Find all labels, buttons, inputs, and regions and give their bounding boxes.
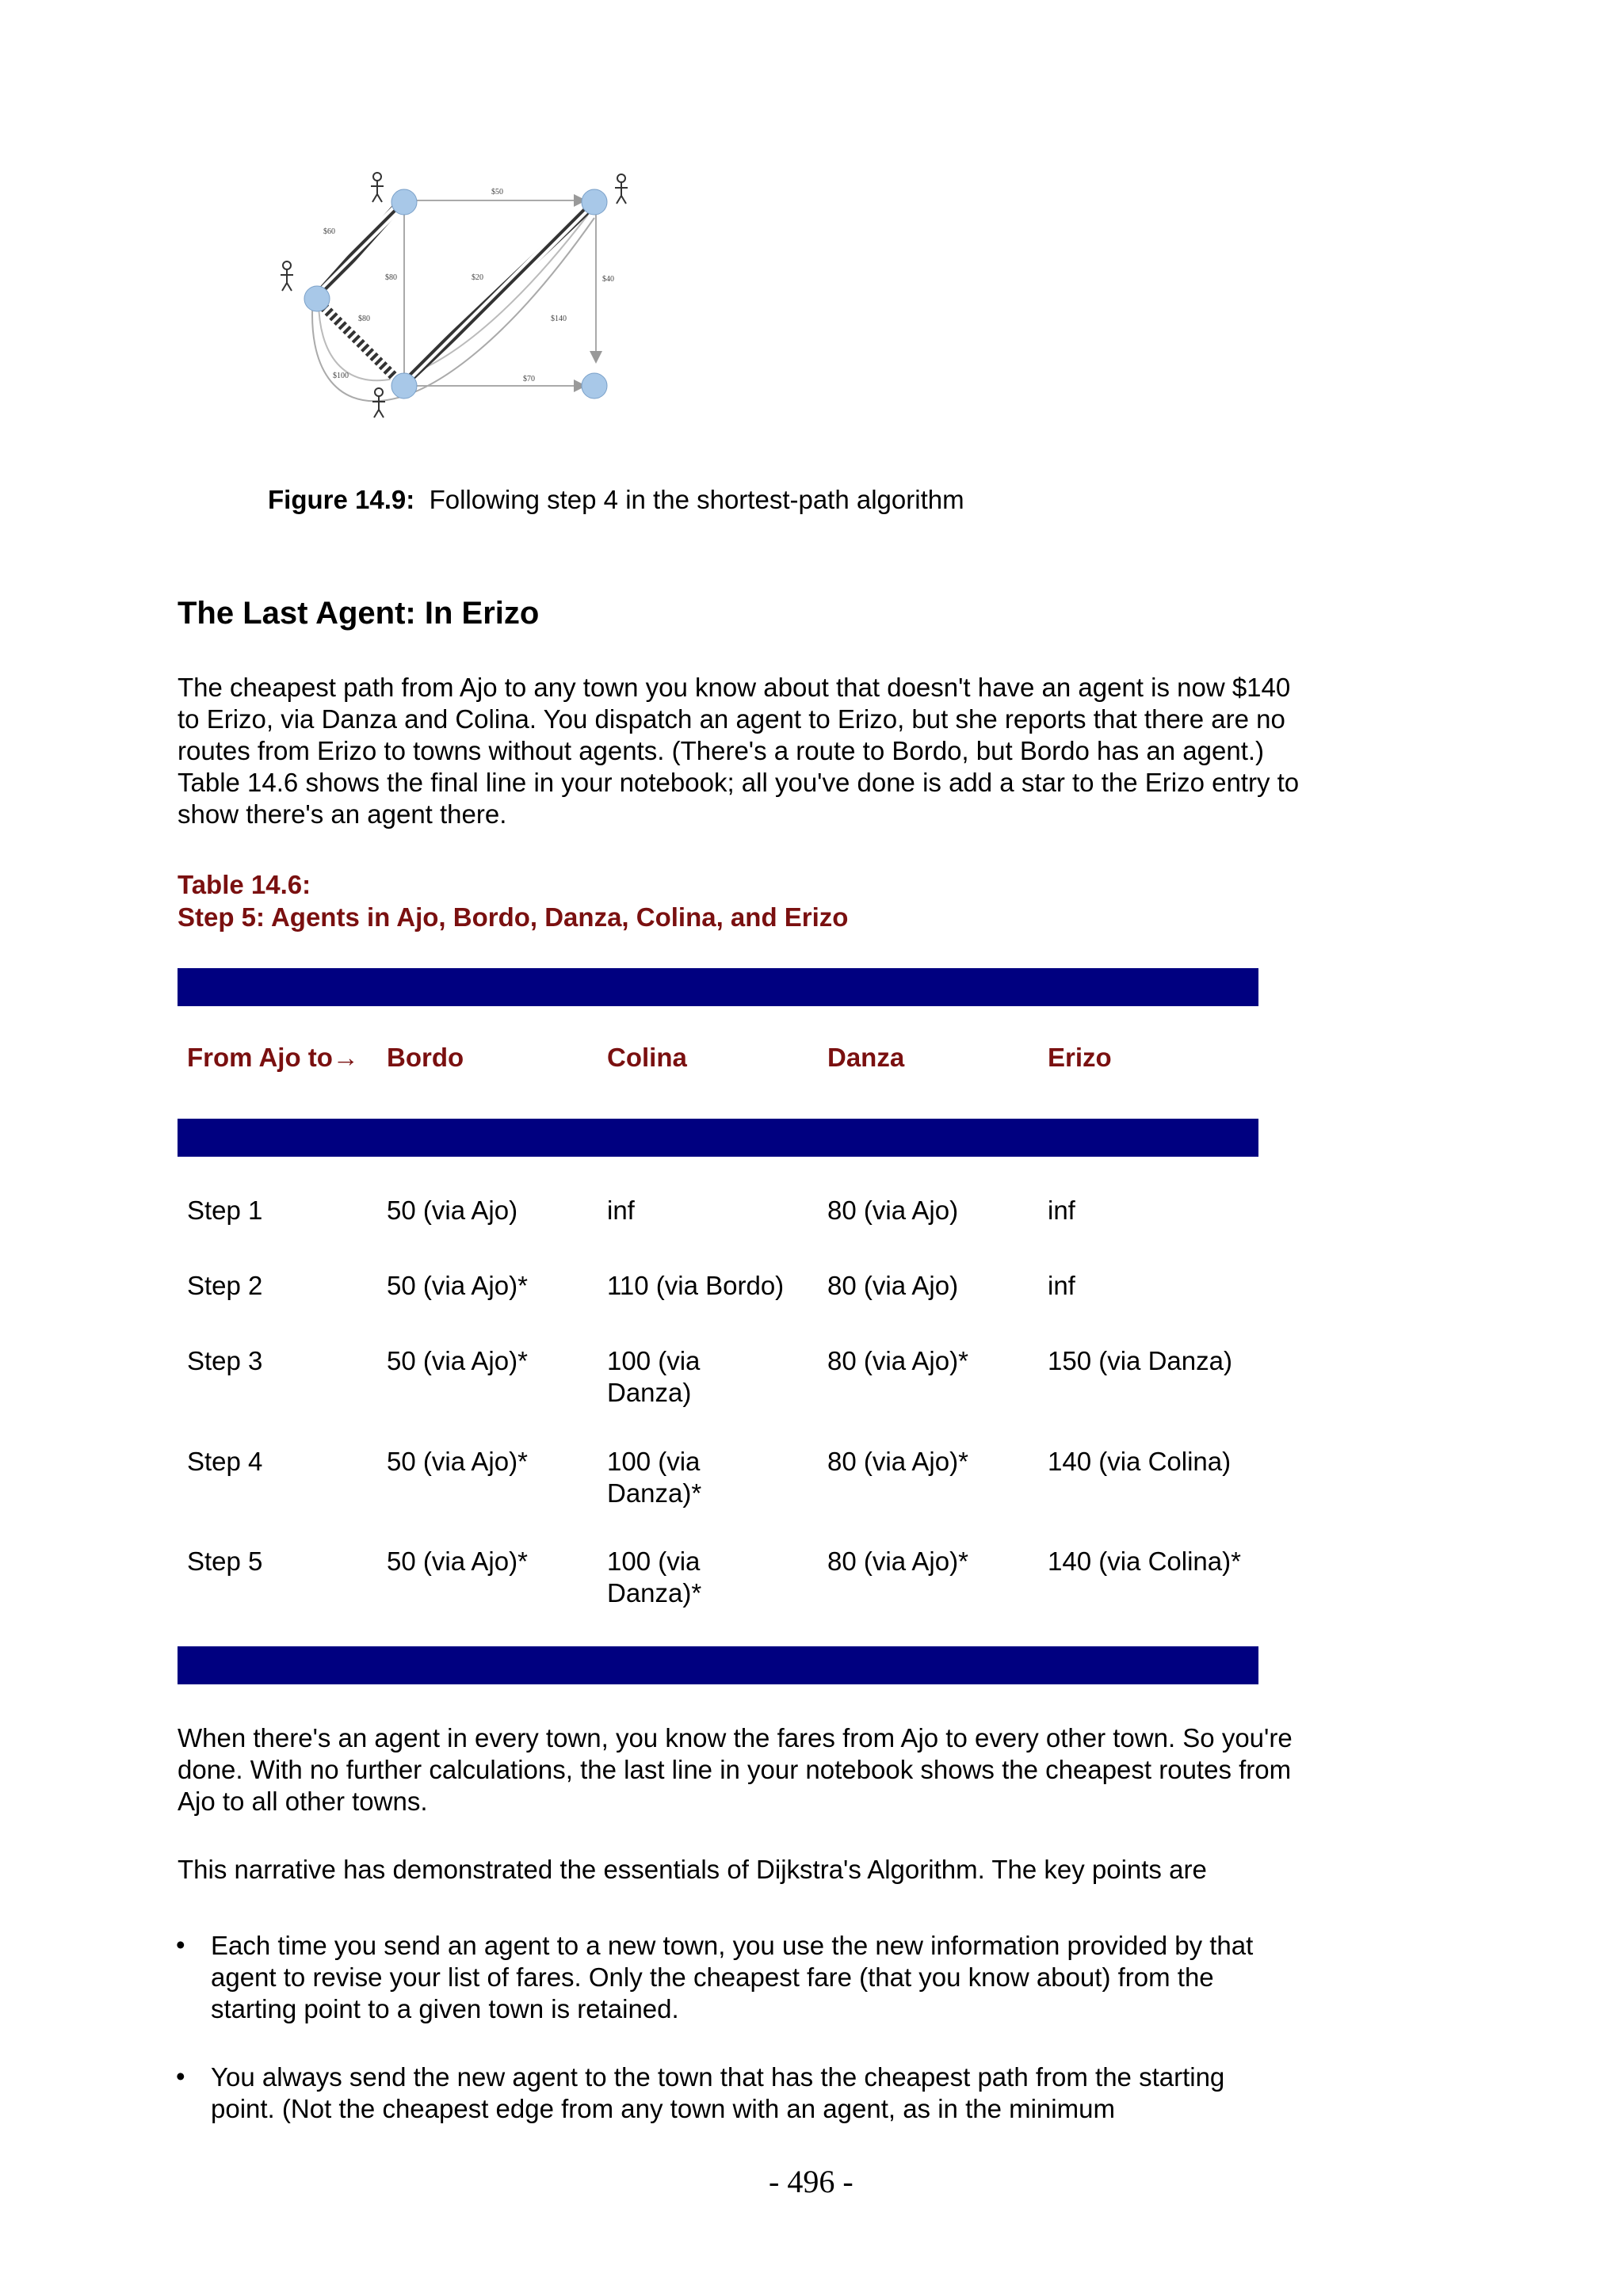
paragraph-key-points: This narrative has demonstrated the essentials of Dijkstra's Algorithm. The key points are [178,1855,1207,1884]
table-cell: 150 (via Danza) [1048,1346,1232,1375]
table-cell: 80 (via Ajo)* [827,1547,968,1576]
paragraph-intro: The cheapest path from Ajo to any town you know about that doesn't have an agent is now $140 to Erizo, via Danza and Colina. You dispatch an agent to Erizo, but she reports that there are no routes from Erizo to towns without agents. (There's a route to Bordo, but Bordo has an agent.) Table 14.6 shows the final line in your notebook; all you've done is add a star to the Erizo entry to show there's an agent there. [178,673,1300,829]
edge-label: $140 [551,315,567,323]
table-cell: inf [607,1196,635,1225]
table-cell: 50 (via Ajo) [387,1196,518,1225]
table-cell: Step 5 [187,1547,263,1576]
table-header-danza: Danza [827,1043,905,1072]
table-title [178,868,848,933]
table-cell: inf [1048,1196,1075,1225]
edge-label: $80 [358,315,370,323]
edge-label: $100 [333,372,349,380]
edge-label: $50 [491,188,503,196]
bullet-item: Each time you send an agent to a new town, you use the new information provided by that agent to revise your list of fares. Only the cheapest fare (that you know about) from the starting point to a given town is retained. [211,1931,1254,2023]
table-header-bordo: Bordo [387,1043,464,1072]
table-cell: 100 (via Danza)* [607,1447,702,1508]
table-cell: 50 (via Ajo)* [387,1346,528,1375]
table-cell: 140 (via Colina)* [1048,1547,1241,1576]
table-bottom-bar [178,1646,1258,1684]
bullet-item: You always send the new agent to the town that has the cheapest path from the starting point. (Not the cheapest edge from any town with an agent, as in the minimum [211,2062,1225,2123]
table-cell: 110 (via Bordo) [607,1271,785,1300]
table-cell: Step 3 [187,1346,263,1375]
table-header-from: From Ajo to→ [187,1043,359,1072]
table-cell: 80 (via Ajo)* [827,1447,968,1476]
table-header-erizo: Erizo [1048,1043,1112,1072]
table-title-line2: Step 5: Agents in Ajo, Bordo, Danza, Colina, and Erizo [178,902,849,932]
table-cell: inf [1048,1271,1075,1300]
table-top-bar [178,968,1258,1006]
table-cell: 50 (via Ajo)* [387,1447,528,1476]
table-header-colina: Colina [607,1043,687,1072]
paragraph-conclusion: When there's an agent in every town, you know the fares from Ajo to every other town. So you're done. With no further calculations, the last line in your notebook shows the cheapest routes from Ajo to all other towns. [178,1723,1293,1816]
table-cell: 100 (via Danza)* [607,1547,702,1608]
table-cell: Step 2 [187,1271,263,1300]
caption-text: Following step 4 in the shortest-path algorithm [429,485,964,514]
edge-label: $80 [385,273,397,282]
table-cell: Step 4 [187,1447,263,1476]
table-cell: 80 (via Ajo) [827,1196,959,1225]
edge-label: $70 [523,375,535,383]
bullet-marker: • [176,1930,185,1959]
table-cell: 140 (via Colina) [1048,1447,1232,1476]
edge-label: $60 [323,227,335,236]
table-cell: 80 (via Ajo)* [827,1346,968,1375]
table-cell: 50 (via Ajo)* [387,1271,528,1300]
shortest-path-figure [269,154,634,460]
table-header-bar [178,1119,1258,1157]
figure-caption [268,485,964,515]
table-cell: Step 1 [187,1196,263,1225]
edge-label: $40 [602,275,614,284]
table-cell: 50 (via Ajo)* [387,1547,528,1576]
page-number: - 496 - [769,2164,854,2199]
table-title-line1: Table 14.6: [178,870,311,899]
table-cell: 100 (via Danza) [607,1346,701,1407]
section-title: The Last Agent: In Erizo [178,596,540,631]
table-cell: 80 (via Ajo) [827,1271,959,1300]
bullet-marker: • [176,2061,185,2091]
edge-label: $20 [472,273,483,282]
caption-label: Figure 14.9: [268,485,415,514]
